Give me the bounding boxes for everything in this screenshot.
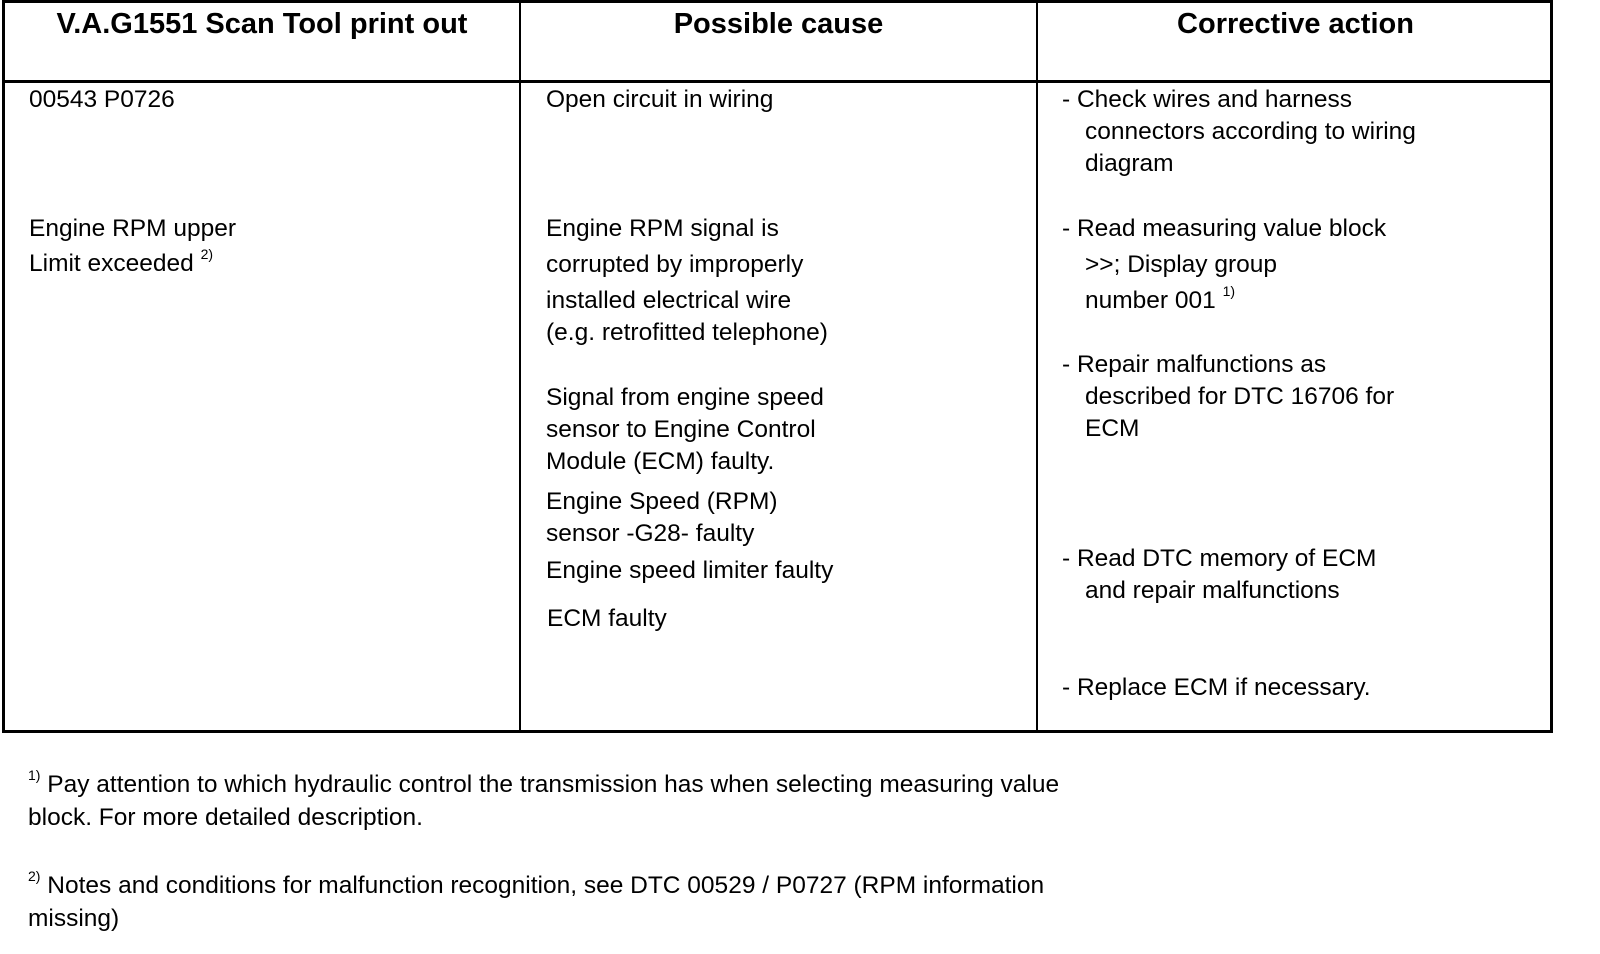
cause-ecm: ECM faulty xyxy=(547,605,667,632)
header-divider xyxy=(5,80,1550,83)
footnote-2-line2: missing) xyxy=(28,905,120,932)
cause-open-circuit: Open circuit in wiring xyxy=(546,86,774,113)
cause-rpm-signal-line2: corrupted by improperly xyxy=(546,251,804,278)
header-corrective-action: Corrective action xyxy=(1177,8,1414,40)
dtc-description-line1: Engine RPM upper xyxy=(29,215,237,242)
cause-rpm-signal-line4: (e.g. retrofitted telephone) xyxy=(546,319,828,346)
action-check-wires-line1: - Check wires and harness xyxy=(1062,86,1353,113)
action-check-wires-line2: connectors according to wiring xyxy=(1085,118,1416,145)
action-repair-line2: described for DTC 16706 for xyxy=(1085,383,1395,410)
action-read-block-line1: - Read measuring value block xyxy=(1062,215,1387,242)
action-read-block-line3: number 001 $^{1)}$ xyxy=(1085,283,1236,314)
action-read-block-line2: >>; Display group xyxy=(1085,251,1278,278)
dtc-table xyxy=(2,0,1553,733)
footnote-2-marker: 2) xyxy=(28,868,41,884)
footnote-ref-1: 1) xyxy=(1222,283,1236,299)
header-possible-cause: Possible cause xyxy=(673,8,884,40)
cause-signal-sensor-line1: Signal from engine speed xyxy=(546,384,824,411)
footnote-1-line1: $^{1)}$ Pay attention to which hydraulic control the transmission has when selecting measuring value xyxy=(28,767,1060,798)
action-repair-line1: - Repair malfunctions as xyxy=(1062,351,1327,378)
cause-rpm-signal-line1: Engine RPM signal is xyxy=(546,215,779,242)
cause-limiter: Engine speed limiter faulty xyxy=(546,557,834,584)
cause-speed-sensor-line1: Engine Speed (RPM) xyxy=(546,488,778,515)
cause-rpm-signal-line3: installed electrical wire xyxy=(546,287,792,314)
action-repair-line3: ECM xyxy=(1085,415,1140,442)
dtc-description-line2: Limit exceeded $^{2)}$ xyxy=(29,246,214,277)
column-divider-2 xyxy=(1036,3,1038,730)
footnote-ref-2: 2) xyxy=(200,246,214,262)
action-replace-ecm: - Replace ECM if necessary. xyxy=(1062,674,1371,701)
dtc-code: 00543 P0726 xyxy=(29,86,175,113)
cause-speed-sensor-line2: sensor -G28- faulty xyxy=(546,520,755,547)
column-divider-1 xyxy=(519,3,521,730)
cause-signal-sensor-line3: Module (ECM) faulty. xyxy=(546,448,775,475)
footnote-1-line2: block. For more detailed description. xyxy=(28,804,423,831)
cause-signal-sensor-line2: sensor to Engine Control xyxy=(546,416,816,443)
header-scan-tool: V.A.G1551 Scan Tool print out xyxy=(56,8,468,40)
action-check-wires-line3: diagram xyxy=(1085,150,1174,177)
action-read-dtc-line1: - Read DTC memory of ECM xyxy=(1062,545,1377,572)
footnote-2-line1: $^{2)}$ Notes and conditions for malfunction recognition, see DTC 00529 / P0727 (RPM information xyxy=(28,868,1045,899)
action-read-dtc-line2: and repair malfunctions xyxy=(1085,577,1340,604)
footnote-1-marker: 1) xyxy=(28,767,41,783)
